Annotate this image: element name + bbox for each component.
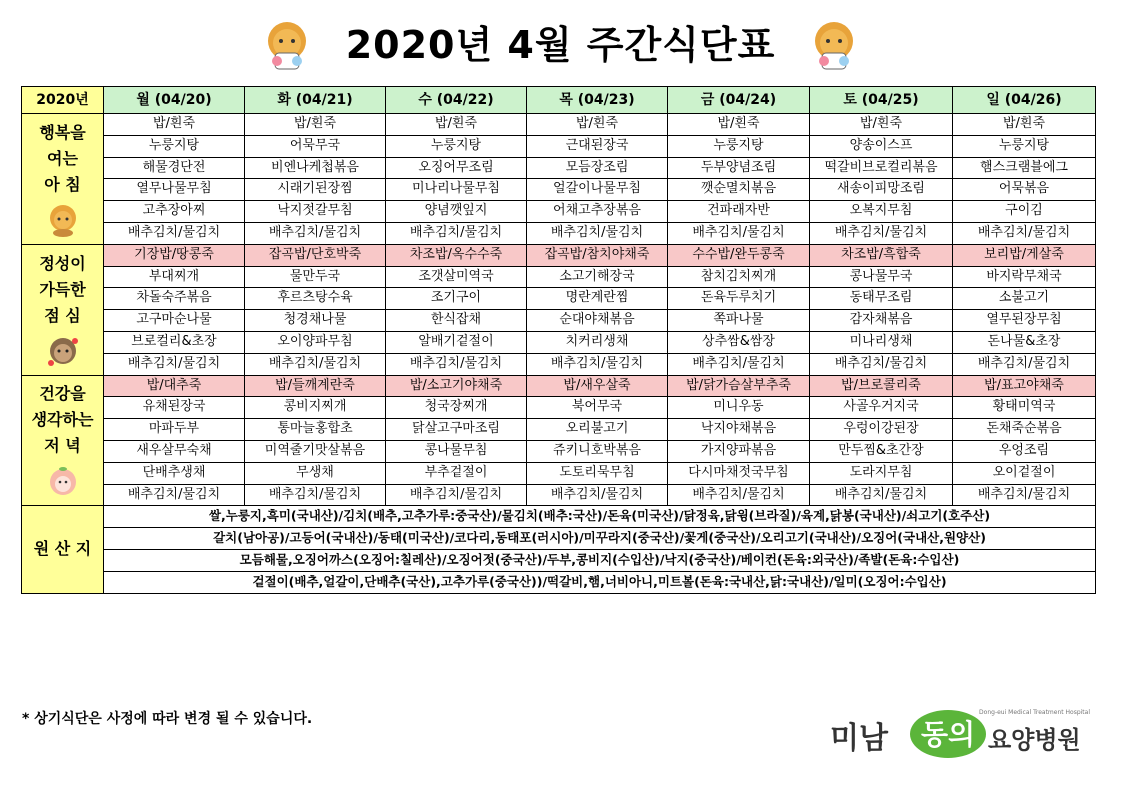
menu-cell: 밥/흰죽 [668,114,810,136]
menu-cell: 잡곡밥/단호박죽 [245,244,386,266]
page-title: 2020년 4월 주간식단표 [345,23,776,67]
menu-row [22,201,1096,223]
menu-cell: 한식잡채 [386,310,527,332]
menu-cell: 양념깻잎지 [386,201,527,223]
menu-cell: 단배추생채 [104,462,245,484]
menu-cell: 깻순멸치볶음 [668,179,810,201]
menu-cell: 건파래자반 [668,201,810,223]
meal-label-line: 생각하는 [31,410,94,430]
menu-cell: 어묵무국 [245,135,386,157]
menu-cell: 밥/표고야채죽 [953,375,1096,397]
menu-cell: 배추김치/물김치 [810,484,953,506]
menu-cell: 가지양파볶음 [668,440,810,462]
menu-cell: 배추김치/물김치 [953,484,1096,506]
menu-cell: 무생채 [245,462,386,484]
menu-cell: 배추김치/물김치 [810,222,953,244]
menu-cell: 순대야채볶음 [527,310,668,332]
origin-line: 갈치(남아공)/고등어(국내산)/동태(미국산)/코다리,동태포(러시아)/미꾸라지(중국산)/꽃게(중국산)/오리고기(국내산)/오징어(국내산,원양산) [104,528,1096,550]
menu-cell: 쪽파나물 [668,310,810,332]
menu-cell: 소불고기 [953,288,1096,310]
menu-cell: 배추김치/물김치 [527,484,668,506]
menu-cell: 돈육두루치기 [668,288,810,310]
menu-cell: 명란계란찜 [527,288,668,310]
menu-cell: 밥/대추죽 [104,375,245,397]
year-cell: 2020년 [22,87,104,114]
origin-row [22,506,1096,528]
menu-cell: 밥/흰죽 [245,114,386,136]
menu-cell: 알배기겉절이 [386,331,527,353]
menu-cell: 동태무조림 [810,288,953,310]
menu-cell: 배추김치/물김치 [386,353,527,375]
menu-cell: 비엔나케첩볶음 [245,157,386,179]
day-header: 화 (04/21) [245,87,386,114]
menu-row [22,135,1096,157]
menu-cell: 밥/닭가슴살부추죽 [668,375,810,397]
menu-cell: 배추김치/물김치 [953,222,1096,244]
menu-cell: 새송이피망조림 [810,179,953,201]
day-header: 목 (04/23) [527,87,668,114]
menu-cell: 차조밥/흑합죽 [810,244,953,266]
menu-cell: 부추겉절이 [386,462,527,484]
menu-cell: 두부양념조림 [668,157,810,179]
menu-cell: 조기구이 [386,288,527,310]
menu-cell: 밥/들깨계란죽 [245,375,386,397]
menu-cell: 미나리나물무침 [386,179,527,201]
menu-cell: 물만두국 [245,266,386,288]
menu-cell: 우엉조림 [953,440,1096,462]
menu-cell: 부대찌개 [104,266,245,288]
menu-cell: 참치김치찌개 [668,266,810,288]
origin-label: 원 산 지 [22,506,104,593]
menu-cell: 열무된장무침 [953,310,1096,332]
menu-row [22,331,1096,353]
menu-cell: 어채고추장볶음 [527,201,668,223]
menu-table [21,86,1096,594]
menu-cell: 미역줄기맛살볶음 [245,440,386,462]
meal-label-line: 여는 [47,148,78,168]
menu-cell: 차돌숙주볶음 [104,288,245,310]
menu-cell: 감자채볶음 [810,310,953,332]
menu-cell: 오이겉절이 [953,462,1096,484]
meal-label-line: 가득한 [39,279,86,299]
menu-cell: 고추장아찌 [104,201,245,223]
menu-cell: 치커리생채 [527,331,668,353]
menu-cell: 닭살고구마조림 [386,419,527,441]
day-header: 일 (04/26) [953,87,1096,114]
menu-cell: 밥/흰죽 [527,114,668,136]
menu-cell: 해물경단전 [104,157,245,179]
menu-cell: 도라지무침 [810,462,953,484]
day-header: 금 (04/24) [668,87,810,114]
menu-cell: 배추김치/물김치 [386,484,527,506]
menu-cell: 보리밥/게살죽 [953,244,1096,266]
menu-cell: 다시마채젓국무침 [668,462,810,484]
menu-cell: 만두찜&초간장 [810,440,953,462]
menu-cell: 오복지무침 [810,201,953,223]
menu-cell: 얼갈이나물무침 [527,179,668,201]
menu-cell: 밥/새우살죽 [527,375,668,397]
menu-cell: 배추김치/물김치 [668,484,810,506]
origin-line: 쌀,누룽지,흑미(국내산)/김치(배추,고추가루:중국산)/물김치(배추:국산)/돈육(미국산)/닭정육,닭윙(브라질)/육계,닭봉(국내산)/쇠고기(호주산) [104,506,1096,528]
menu-row [22,244,1096,266]
change-notice: * 상기식단은 사정에 따라 변경 될 수 있습니다. [22,711,313,727]
origin-line: 모듬해물,오징어까스(오징어:칠레산)/오징어젓(중국산)/두부,콩비지(수입산)/낙지(중국산)/베이컨(돈육:외국산)/족발(돈육:수입산) [104,549,1096,571]
menu-cell: 열무나물무침 [104,179,245,201]
menu-cell: 상추쌈&쌈장 [668,331,810,353]
menu-cell: 오징어무조림 [386,157,527,179]
menu-cell: 오리불고기 [527,419,668,441]
menu-row [22,114,1096,136]
day-header: 토 (04/25) [810,87,953,114]
menu-cell: 후르츠탕수육 [245,288,386,310]
menu-cell: 누룽지탕 [386,135,527,157]
header-row [22,87,1096,114]
menu-cell: 소고기해장국 [527,266,668,288]
menu-cell: 우렁이강된장 [810,419,953,441]
menu-row [22,288,1096,310]
menu-row [22,222,1096,244]
menu-row [22,375,1096,397]
meal-label-line: 아 침 [44,174,81,194]
menu-cell: 배추김치/물김치 [245,353,386,375]
lion-mascot-icon [259,17,315,73]
menu-cell: 배추김치/물김치 [104,484,245,506]
menu-cell: 돈채죽순볶음 [953,419,1096,441]
menu-cell: 콩나물무침 [386,440,527,462]
menu-cell: 양송이스프 [810,135,953,157]
meal-label-line: 행복을 [39,122,86,142]
menu-cell: 잡곡밥/참치야채죽 [527,244,668,266]
meal-label [22,375,104,506]
menu-cell: 낙지젓갈무침 [245,201,386,223]
meal-label-line: 건강을 [39,384,86,404]
menu-cell: 배추김치/물김치 [104,222,245,244]
menu-cell: 기장밥/땅콩죽 [104,244,245,266]
hospital-logo [798,700,1098,770]
menu-cell: 떡갈비브로컬리볶음 [810,157,953,179]
origin-row [22,528,1096,550]
menu-cell: 콩비지찌개 [245,397,386,419]
menu-cell: 돈나물&초장 [953,331,1096,353]
menu-cell: 배추김치/물김치 [245,222,386,244]
menu-row [22,397,1096,419]
menu-cell: 배추김치/물김치 [527,353,668,375]
menu-cell: 누룽지탕 [953,135,1096,157]
menu-cell: 배추김치/물김치 [668,353,810,375]
menu-cell: 배추김치/물김치 [104,353,245,375]
origin-line: 겉절이(배추,얼갈이,단배추(국산),고추가루(중국산))/떡갈비,햄,너비아니,미트볼(돈육:국내산,닭:국내산)/일미(오징어:수입산) [104,571,1096,593]
menu-cell: 새우살무숙채 [104,440,245,462]
menu-cell: 쥬키니호박볶음 [527,440,668,462]
menu-cell: 시래기된장찜 [245,179,386,201]
menu-cell: 황태미역국 [953,397,1096,419]
menu-row [22,353,1096,375]
menu-cell: 구이김 [953,201,1096,223]
menu-cell: 어묵볶음 [953,179,1096,201]
menu-cell: 미니우동 [668,397,810,419]
menu-cell: 밥/흰죽 [104,114,245,136]
menu-cell: 누룽지탕 [668,135,810,157]
menu-cell: 햄스크램블에그 [953,157,1096,179]
menu-cell: 북어무국 [527,397,668,419]
menu-cell: 통마늘홍합초 [245,419,386,441]
menu-cell: 누룽지탕 [104,135,245,157]
page-header [0,14,1121,76]
menu-cell: 배추김치/물김치 [810,353,953,375]
logo-subtext: Dong-eui Medical Treatment Hospital [979,709,1090,716]
menu-cell: 차조밥/옥수수죽 [386,244,527,266]
logo-text-left: 미남 [830,721,888,756]
menu-cell: 모듬장조림 [527,157,668,179]
meal-label-line: 정성이 [39,253,86,273]
dog-mascot-icon [45,333,81,369]
menu-cell: 밥/흰죽 [810,114,953,136]
menu-cell: 바지락무채국 [953,266,1096,288]
lion-mascot-icon [806,17,862,73]
menu-cell: 배추김치/물김치 [527,222,668,244]
origin-row [22,571,1096,593]
menu-cell: 근대된장국 [527,135,668,157]
menu-cell: 밥/브로콜리죽 [810,375,953,397]
menu-row [22,462,1096,484]
menu-cell: 배추김치/물김치 [386,222,527,244]
menu-cell: 마파두부 [104,419,245,441]
menu-cell: 조갯살미역국 [386,266,527,288]
menu-cell: 고구마순나물 [104,310,245,332]
menu-row [22,419,1096,441]
menu-row [22,179,1096,201]
lion-mascot-icon [45,202,81,238]
menu-cell: 청경채나물 [245,310,386,332]
origin-row [22,549,1096,571]
menu-cell: 오이양파무침 [245,331,386,353]
menu-cell: 미나리생채 [810,331,953,353]
menu-cell: 사골우거지국 [810,397,953,419]
menu-cell: 브로컬리&초장 [104,331,245,353]
menu-cell: 배추김치/물김치 [953,353,1096,375]
menu-row [22,440,1096,462]
menu-cell: 수수밥/완두콩죽 [668,244,810,266]
day-header: 수 (04/22) [386,87,527,114]
meal-label [22,244,104,375]
menu-cell: 밥/흰죽 [386,114,527,136]
menu-cell: 도토리묵무침 [527,462,668,484]
day-header: 월 (04/20) [104,87,245,114]
menu-cell: 낙지야채볶음 [668,419,810,441]
menu-row [22,266,1096,288]
menu-cell: 밥/흰죽 [953,114,1096,136]
logo-text-circle: 동의 [920,718,976,751]
meal-label-line: 저 녁 [44,436,81,456]
menu-cell: 청국장찌개 [386,397,527,419]
peach-mascot-icon [45,463,81,499]
menu-cell: 콩나물무국 [810,266,953,288]
meal-label [22,114,104,245]
menu-cell: 밥/소고기야채죽 [386,375,527,397]
logo-text-right: 요양병원 [988,726,1081,754]
menu-row [22,484,1096,506]
menu-cell: 유채된장국 [104,397,245,419]
meal-label-line: 점 심 [44,305,81,325]
menu-cell: 배추김치/물김치 [668,222,810,244]
menu-cell: 배추김치/물김치 [245,484,386,506]
menu-row [22,310,1096,332]
menu-row [22,157,1096,179]
